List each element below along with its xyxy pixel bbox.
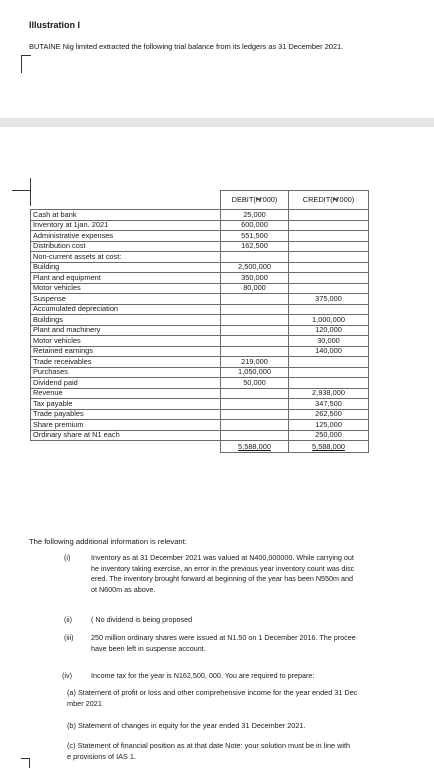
table-row xyxy=(31,294,369,305)
debit-cell xyxy=(221,430,289,441)
table-row xyxy=(31,367,369,378)
account-cell: Administrative expenses xyxy=(31,231,221,242)
debit-cell xyxy=(221,325,289,336)
account-cell: Trade receivables xyxy=(31,357,221,368)
note-line: Income tax for the year is N162,500, 000. You are required to prepare: xyxy=(91,671,315,680)
account-cell: Ordinary share at N1 each xyxy=(31,430,221,441)
intro-paragraph: BUTAINE Nig limited extracted the following trial balance from its ledgers as 31 December 2021. xyxy=(29,42,344,51)
debit-cell xyxy=(221,399,289,410)
credit-cell xyxy=(289,252,369,263)
account-cell: Distribution cost xyxy=(31,241,221,252)
note-line: ( No dividend is being proposed xyxy=(91,615,193,624)
account-cell: Building xyxy=(31,262,221,273)
credit-cell xyxy=(289,367,369,378)
requirement-line: e provisions of IAS 1. xyxy=(67,751,136,761)
debit-cell xyxy=(221,420,289,431)
table-row xyxy=(31,210,369,221)
credit-cell: 347,500 xyxy=(289,399,369,410)
table-header-row xyxy=(31,191,369,210)
account-cell: Motor vehicles xyxy=(31,336,221,347)
credit-cell: 1,000,000 xyxy=(289,315,369,326)
totals-row xyxy=(31,441,369,453)
table-row xyxy=(31,252,369,263)
credit-cell xyxy=(289,378,369,389)
debit-cell xyxy=(221,252,289,263)
table-row xyxy=(31,315,369,326)
account-cell: Retained earnings xyxy=(31,346,221,357)
credit-cell: 125,000 xyxy=(289,420,369,431)
requirement-b xyxy=(67,721,434,732)
account-cell: Plant and machinery xyxy=(31,325,221,336)
account-cell: Motor vehicles xyxy=(31,283,221,294)
debit-cell xyxy=(221,336,289,347)
credit-cell xyxy=(289,273,369,284)
crop-mark xyxy=(21,758,30,759)
note-line: have been left in suspense account. xyxy=(91,643,206,653)
note-label: (iii) xyxy=(64,633,74,642)
trial-balance-table xyxy=(30,190,369,453)
page-separator xyxy=(0,118,434,127)
note-line: ot N600m as above. xyxy=(91,584,156,594)
debit-cell xyxy=(221,346,289,357)
account-cell: Plant and equipment xyxy=(31,273,221,284)
note-2-text xyxy=(91,615,434,626)
debit-cell: 2,500,000 xyxy=(221,262,289,273)
note-line: Inventory as at 31 December 2021 was valued at N400,000000. While carrying out xyxy=(91,553,354,562)
debit-cell xyxy=(221,388,289,399)
account-cell: Tax payable xyxy=(31,399,221,410)
note-1-text xyxy=(91,553,434,595)
note-3-text xyxy=(91,633,434,654)
table-row xyxy=(31,325,369,336)
debit-cell: 50,000 xyxy=(221,378,289,389)
account-cell: Inventory at 1jan. 2021 xyxy=(31,220,221,231)
table-row xyxy=(31,262,369,273)
note-4-text xyxy=(91,671,434,682)
header-credit: CREDIT(₦'000) xyxy=(289,191,369,210)
credit-cell xyxy=(289,241,369,252)
header-account xyxy=(31,191,221,210)
account-cell: Cash at bank xyxy=(31,210,221,221)
note-line: he inventory taking exercise, an error in the previous year inventory count was disc xyxy=(91,563,355,573)
credit-cell xyxy=(289,357,369,368)
credit-cell xyxy=(289,283,369,294)
requirement-a xyxy=(67,688,434,709)
account-cell: Dividend paid xyxy=(31,378,221,389)
table-row xyxy=(31,430,369,441)
note-label: (i) xyxy=(64,553,71,562)
credit-cell: 375,000 xyxy=(289,294,369,305)
debit-cell: 219,000 xyxy=(221,357,289,368)
crop-mark xyxy=(29,758,30,768)
credit-cell: 120,000 xyxy=(289,325,369,336)
account-cell: Share premium xyxy=(31,420,221,431)
debit-cell: 162,500 xyxy=(221,241,289,252)
account-cell: Buildings xyxy=(31,315,221,326)
account-cell: Non-current assets at cost: xyxy=(31,252,221,263)
table-row xyxy=(31,273,369,284)
debit-cell xyxy=(221,294,289,305)
table-row xyxy=(31,409,369,420)
debit-cell xyxy=(221,315,289,326)
credit-total-value: 5,588,000 xyxy=(312,442,345,452)
account-cell: Revenue xyxy=(31,388,221,399)
table-row xyxy=(31,231,369,242)
credit-cell: 250,000 xyxy=(289,430,369,441)
table-row xyxy=(31,220,369,231)
table-row xyxy=(31,388,369,399)
credit-cell xyxy=(289,231,369,242)
debit-cell: 1,050,000 xyxy=(221,367,289,378)
table-row xyxy=(31,336,369,347)
debit-total xyxy=(221,441,289,453)
note-label: (iv) xyxy=(62,671,72,680)
account-cell: Trade payables xyxy=(31,409,221,420)
requirement-line: (b) Statement of changes in equity for the year ended 31 December 2021. xyxy=(67,721,306,730)
debit-cell: 551,500 xyxy=(221,231,289,242)
account-cell: Purchases xyxy=(31,367,221,378)
requirement-line: mber 2021 xyxy=(67,698,102,708)
debit-cell xyxy=(221,409,289,420)
debit-cell xyxy=(221,304,289,315)
credit-cell xyxy=(289,210,369,221)
credit-cell: 2,938,000 xyxy=(289,388,369,399)
requirement-line: (c) Statement of financial position as at that date Note: your solution must be in line with xyxy=(67,741,351,750)
note-label: (ii) xyxy=(64,615,72,624)
debit-cell: 600,000 xyxy=(221,220,289,231)
credit-cell: 140,000 xyxy=(289,346,369,357)
debit-total-value: 5,588,000 xyxy=(238,442,271,452)
table-row xyxy=(31,283,369,294)
table-row xyxy=(31,241,369,252)
credit-cell xyxy=(289,304,369,315)
crop-mark xyxy=(12,190,31,191)
table-row xyxy=(31,346,369,357)
credit-cell xyxy=(289,220,369,231)
requirement-line: (a) Statement of profit or loss and other comprehensive income for the year ended 31 Dec xyxy=(67,688,358,697)
header-debit: DEBIT(₦'000) xyxy=(221,191,289,210)
additional-info-heading: The following additional information is relevant: xyxy=(29,537,187,546)
table-row xyxy=(31,304,369,315)
note-line: ered. The inventory brought forward at beginning of the year has been N550m and xyxy=(91,574,353,583)
credit-total xyxy=(289,441,369,453)
debit-cell: 25,000 xyxy=(221,210,289,221)
debit-cell: 80,000 xyxy=(221,283,289,294)
note-line: 250 million ordinary shares were issued at N1.50 on 1 December 2016. The procee xyxy=(91,633,356,642)
crop-mark xyxy=(21,55,22,73)
account-cell: Suspense xyxy=(31,294,221,305)
table-row xyxy=(31,399,369,410)
table-row xyxy=(31,420,369,431)
table-row xyxy=(31,378,369,389)
requirement-c xyxy=(67,741,434,762)
table-row xyxy=(31,357,369,368)
debit-cell: 350,000 xyxy=(221,273,289,284)
credit-cell: 262,500 xyxy=(289,409,369,420)
credit-cell xyxy=(289,262,369,273)
account-cell: Accumulated depreciation xyxy=(31,304,221,315)
credit-cell: 30,000 xyxy=(289,336,369,347)
crop-mark xyxy=(21,55,31,56)
totals-label-cell xyxy=(31,441,221,453)
document-title: Illustration I xyxy=(29,20,81,30)
